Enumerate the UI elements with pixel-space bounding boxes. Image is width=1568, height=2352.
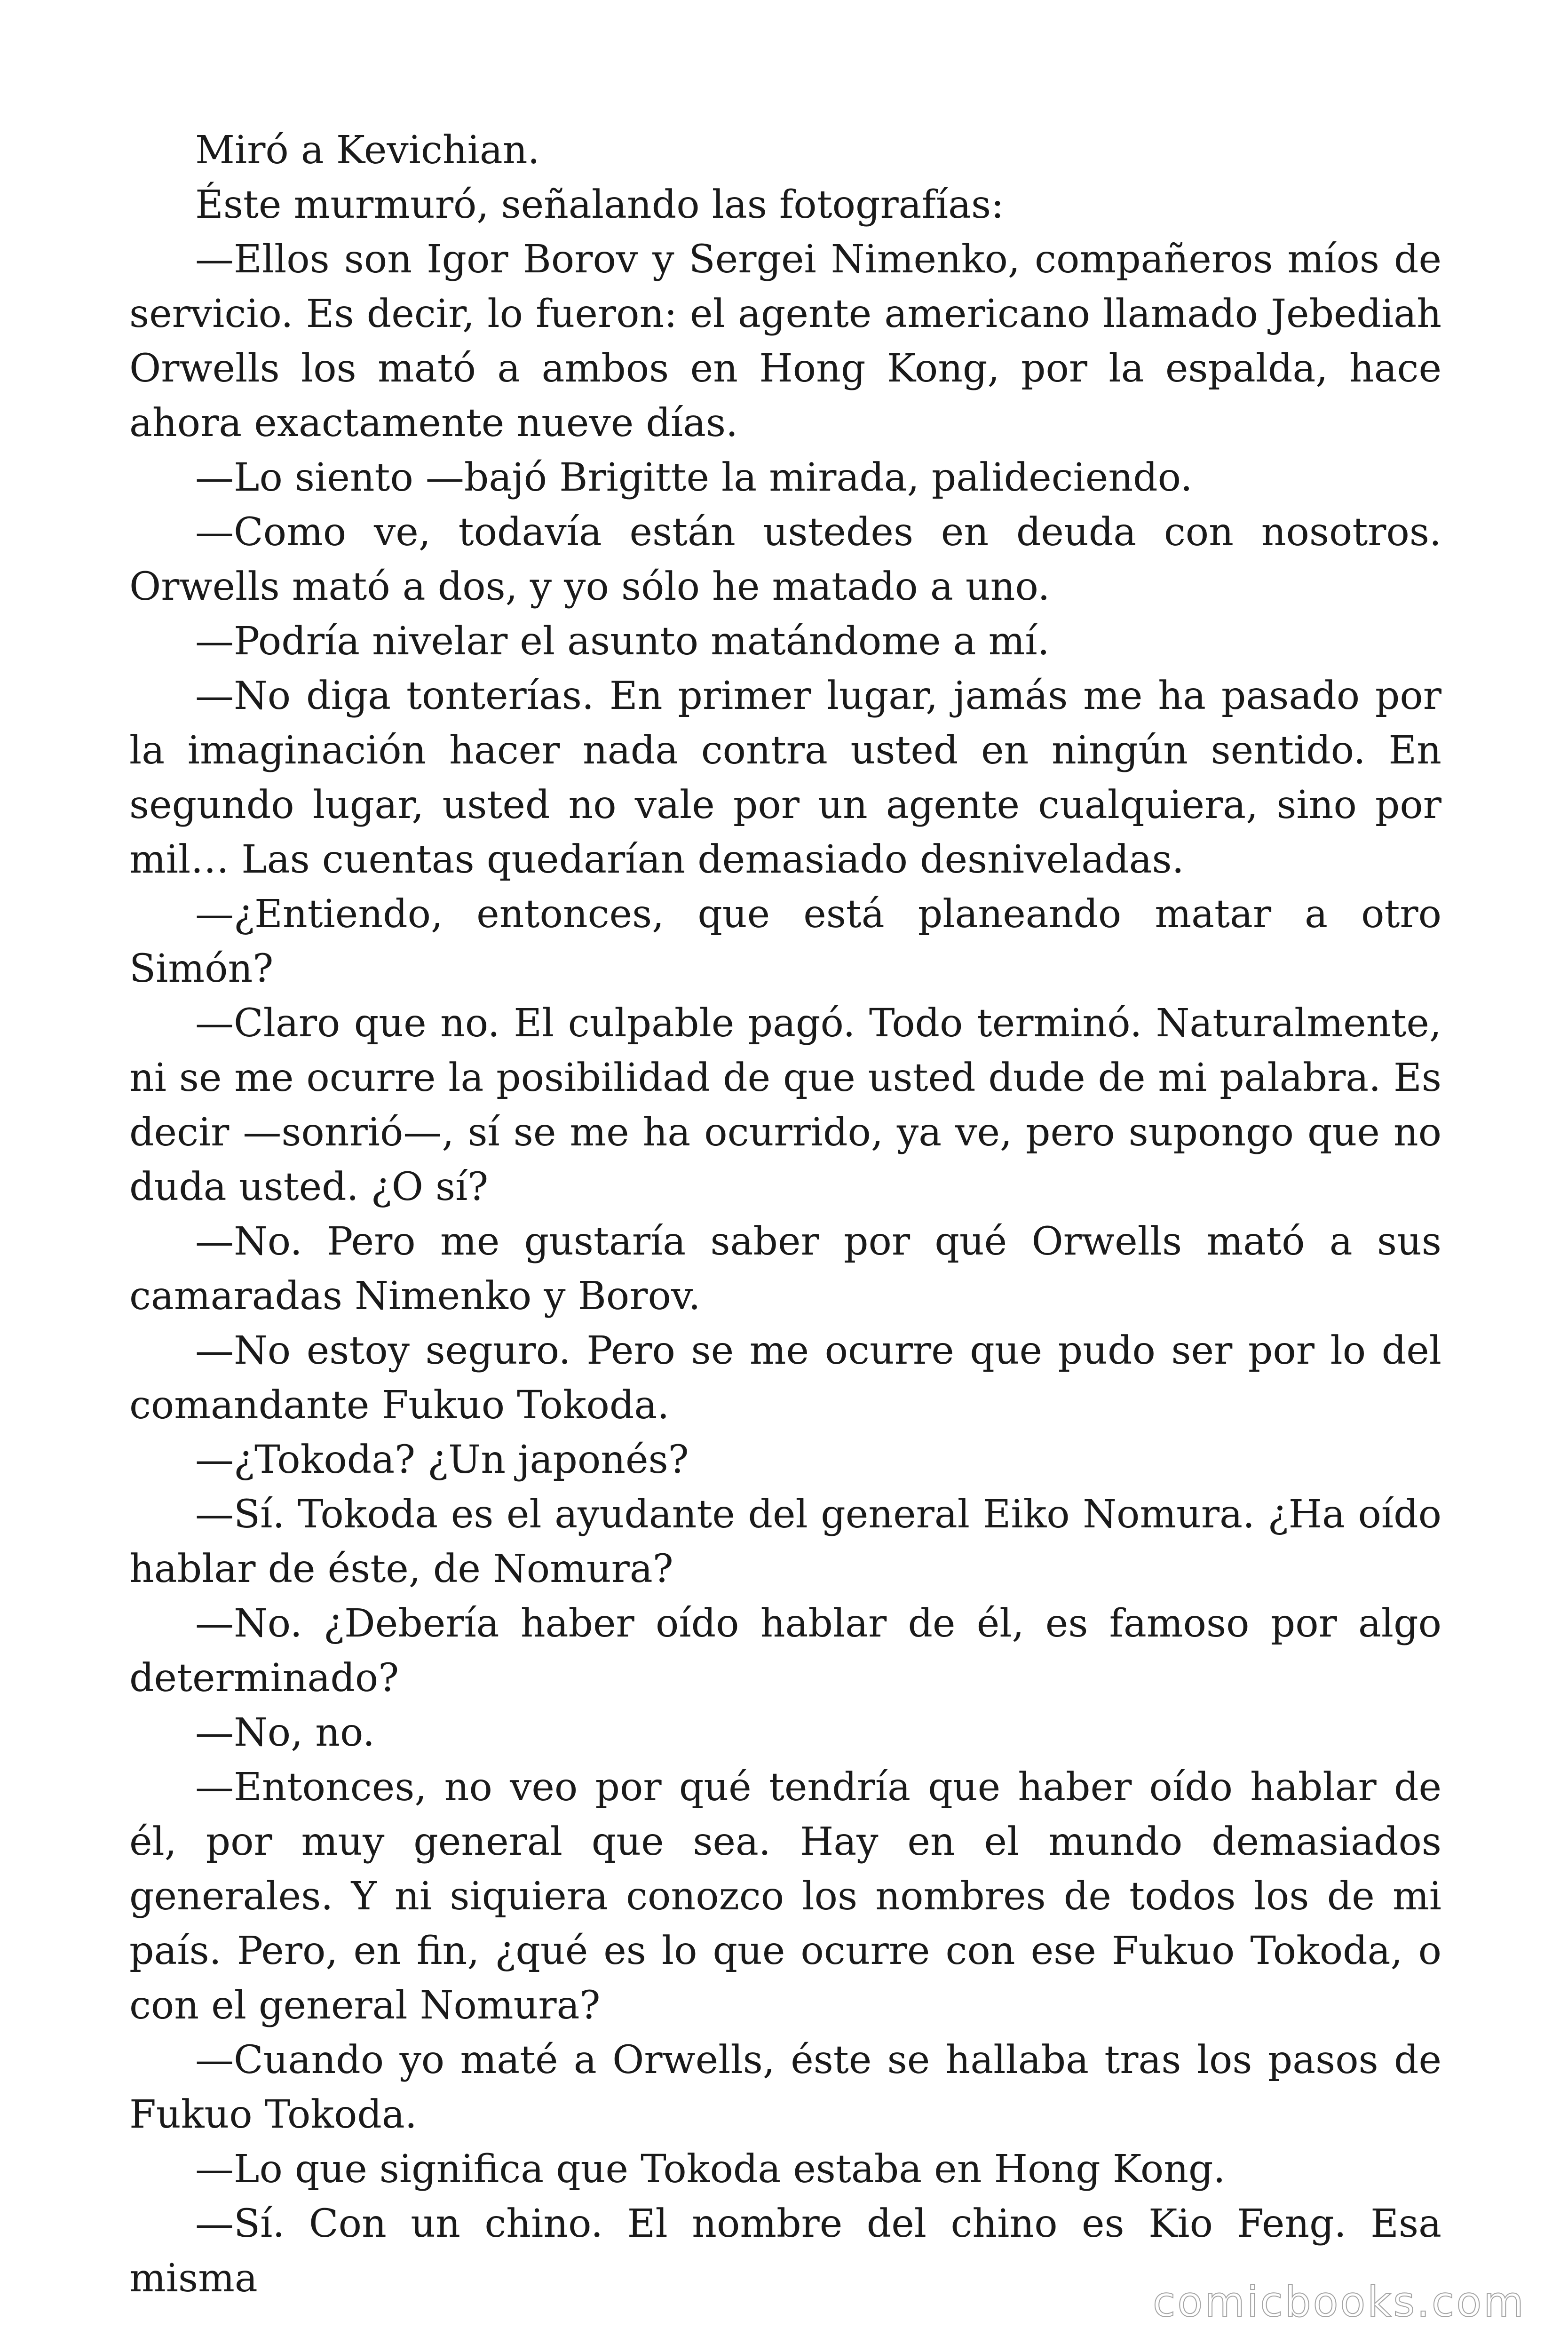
paragraph: —Entonces, no veo por qué tendría que haber oído hablar de él, por muy general que sea. Hay en el mundo demasiados generales. Y ni siquiera conozco los nombres de todos los de mi país. Pero, en fin, ¿qué es lo que ocurre con ese Fukuo Tokoda, o con el general Nomura? bbox=[129, 1765, 1441, 2028]
paragraph: —No diga tonterías. En primer lugar, jamás me ha pasado por la imaginación hacer nada contra usted en ningún sentido. En segundo lugar, usted no vale por un agente cualquiera, sino por mil… Las cuentas quedarían demasiado desniveladas. bbox=[129, 674, 1441, 882]
paragraph: —No, no. bbox=[195, 1710, 375, 1755]
paragraph: —Ellos son Igor Borov y Sergei Nimenko, compañeros míos de servicio. Es decir, lo fueron: el agente americano llamado Jebediah Orwells los mató a ambos en Hong Kong, por la espalda, hace ahora exactamente nueve días. bbox=[129, 237, 1441, 445]
paragraph: —No. ¿Debería haber oído hablar de él, es famoso por algo determinado? bbox=[129, 1601, 1441, 1700]
paragraph: —Sí. Con un chino. El nombre del chino es Kio Feng. Esa misma bbox=[129, 2201, 1441, 2301]
paragraph: —No. Pero me gustaría saber por qué Orwells mató a sus camaradas Nimenko y Borov. bbox=[129, 1219, 1441, 1319]
paragraph: —Claro que no. El culpable pagó. Todo terminó. Naturalmente, ni se me ocurre la posibilidad de que usted dude de mi palabra. Es decir —sonrió—, sí se me ha ocurrido, ya ve, pero supongo que no duda usted. ¿O sí? bbox=[129, 1001, 1441, 1209]
paragraph: —¿Tokoda? ¿Un japonés? bbox=[195, 1438, 689, 1482]
paragraph: —Como ve, todavía están ustedes en deuda con nosotros. Orwells mató a dos, y yo sólo he matado a uno. bbox=[129, 510, 1441, 609]
paragraph: Miró a Kevichian. bbox=[195, 128, 540, 173]
paragraph: —Cuando yo maté a Orwells, éste se hallaba tras los pasos de Fukuo Tokoda. bbox=[129, 2038, 1441, 2137]
paragraph: —Lo que significa que Tokoda estaba en Hong Kong. bbox=[195, 2147, 1226, 2192]
watermark-logo: comicbooks.com bbox=[1152, 2278, 1526, 2326]
paragraph: —No estoy seguro. Pero se me ocurre que pudo ser por lo del comandante Fukuo Tokoda. bbox=[129, 1328, 1441, 1428]
paragraph: —Lo siento —bajó Brigitte la mirada, palideciendo. bbox=[195, 455, 1193, 500]
page-body bbox=[129, 123, 1441, 2306]
paragraph: —Sí. Tokoda es el ayudante del general Eiko Nomura. ¿Ha oído hablar de éste, de Nomura? bbox=[129, 1492, 1441, 1591]
paragraph: —¿Entiendo, entonces, que está planeando matar a otro Simón? bbox=[129, 892, 1441, 991]
paragraph: Éste murmuró, señalando las fotografías: bbox=[195, 183, 1004, 227]
paragraph: —Podría nivelar el asunto matándome a mí. bbox=[195, 619, 1050, 664]
